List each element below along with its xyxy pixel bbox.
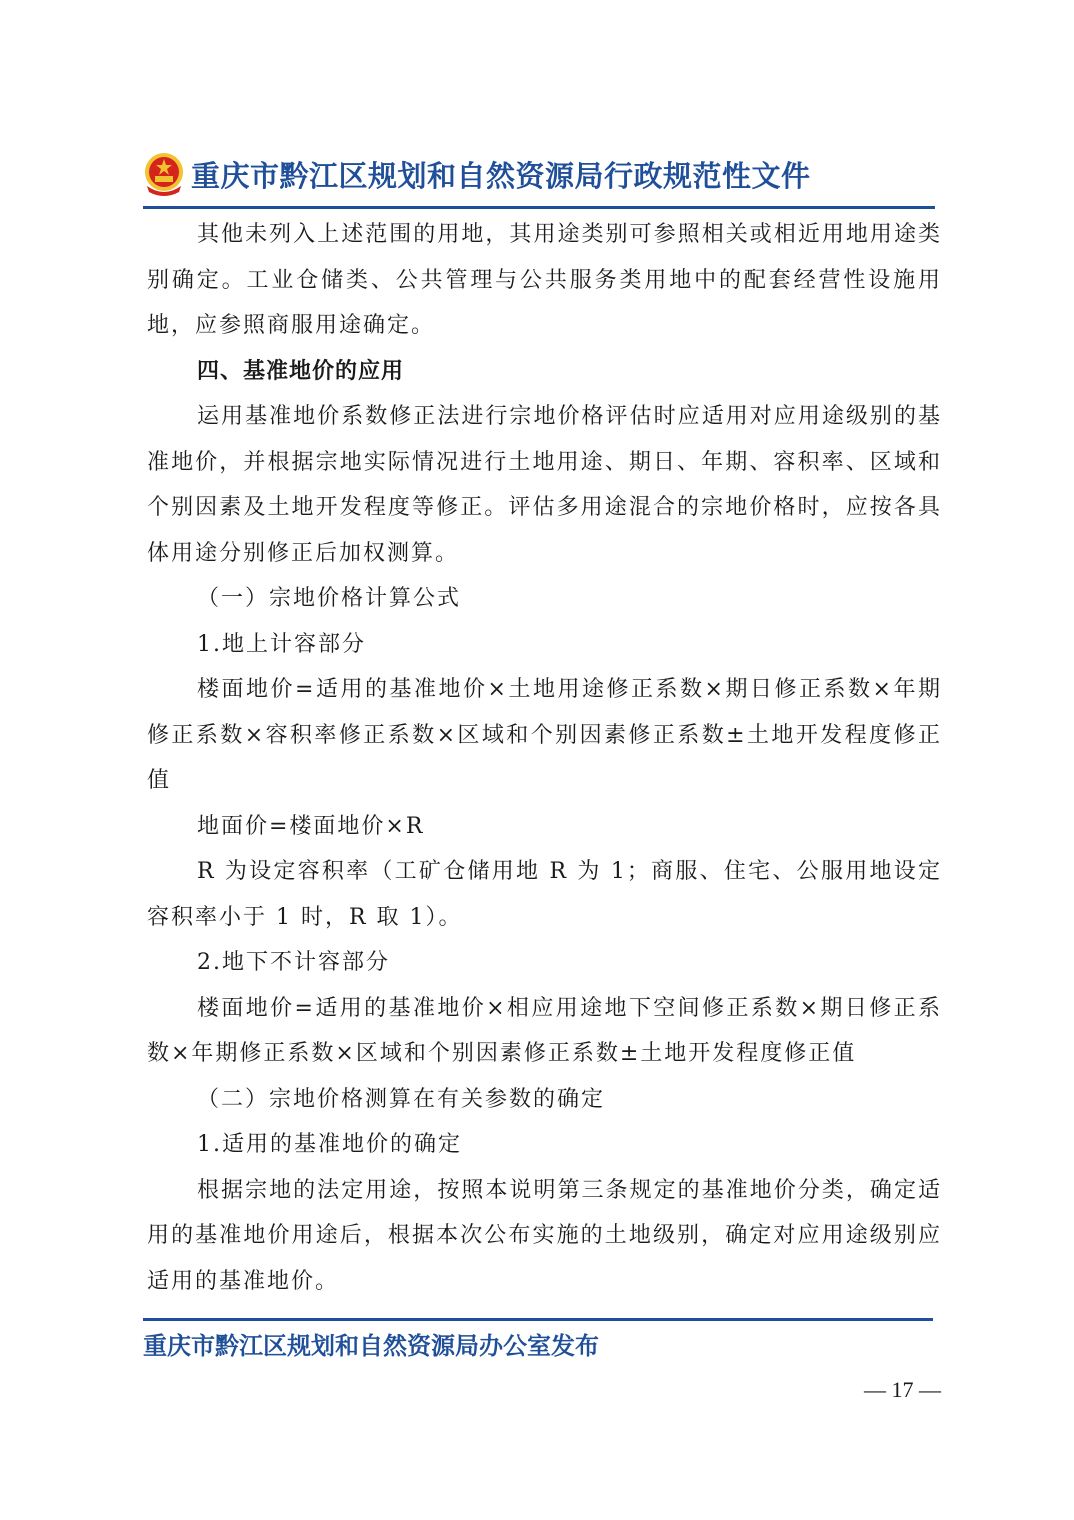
subsection-heading: （二）宗地价格测算在有关参数的确定 (197, 1086, 606, 1112)
item-heading: 1.地上计容部分 (197, 631, 366, 657)
formula-paragraph: 楼面地价=适用的基准地价×相应用途地下空间修正系数×期日修正系数×年期修正系数×区域和个别因素修正系数±土地开发程度修正值 (147, 995, 942, 1066)
formula-paragraph: 楼面地价=适用的基准地价×土地用途修正系数×期日修正系数×年期修正系数×容积率修正系数×区域和个别因素修正系数±土地开发程度修正值 (147, 677, 942, 793)
page-number: — 17 — (864, 1377, 941, 1402)
paragraph: 根据宗地的法定用途，按照本说明第三条规定的基准地价分类，确定适用的基准地价用途后，根据本次公布实施的土地级别，确定对应用途级别应适用的基准地价。 (147, 1177, 942, 1294)
document-body (147, 212, 942, 1304)
header-title: 重庆市黔江区规划和自然资源局行政规范性文件 (191, 159, 811, 193)
item-heading: 2.地下不计容部分 (197, 950, 390, 975)
document-header (143, 150, 933, 208)
paragraph: 运用基准地价系数修正法进行宗地价格评估时应适用对应用途级别的基准地价，并根据宗地实际情况进行土地用途、期日、年期、容积率、区域和个别因素及土地开发程度等修正。评估多用途混合的宗地价格时，应按各具体用途分别修正后加权测算。 (147, 404, 942, 566)
footer-publisher: 重庆市黔江区规划和自然资源局办公室发布 (143, 1331, 599, 1360)
footer-divider (143, 1318, 933, 1321)
header-divider (143, 206, 935, 209)
formula-paragraph: 地面价=楼面地价×R (197, 813, 425, 839)
item-heading: 1.适用的基准地价的确定 (197, 1132, 462, 1157)
subsection-heading: （一）宗地价格计算公式 (197, 586, 462, 611)
paragraph: 其他未列入上述范围的用地，其用途类别可参照相关或相近用地用途类别确定。工业仓储类、公共管理与公共服务类用地中的配套经营性设施用地，应参照商服用途确定。 (147, 222, 942, 338)
note-paragraph: R 为设定容积率（工矿仓储用地 R 为 1；商服、住宅、公服用地设定容积率小于 1 时，R 取 1）。 (147, 859, 942, 930)
section-heading: 四、基准地价的应用 (197, 357, 405, 384)
national-emblem-icon (143, 152, 185, 196)
